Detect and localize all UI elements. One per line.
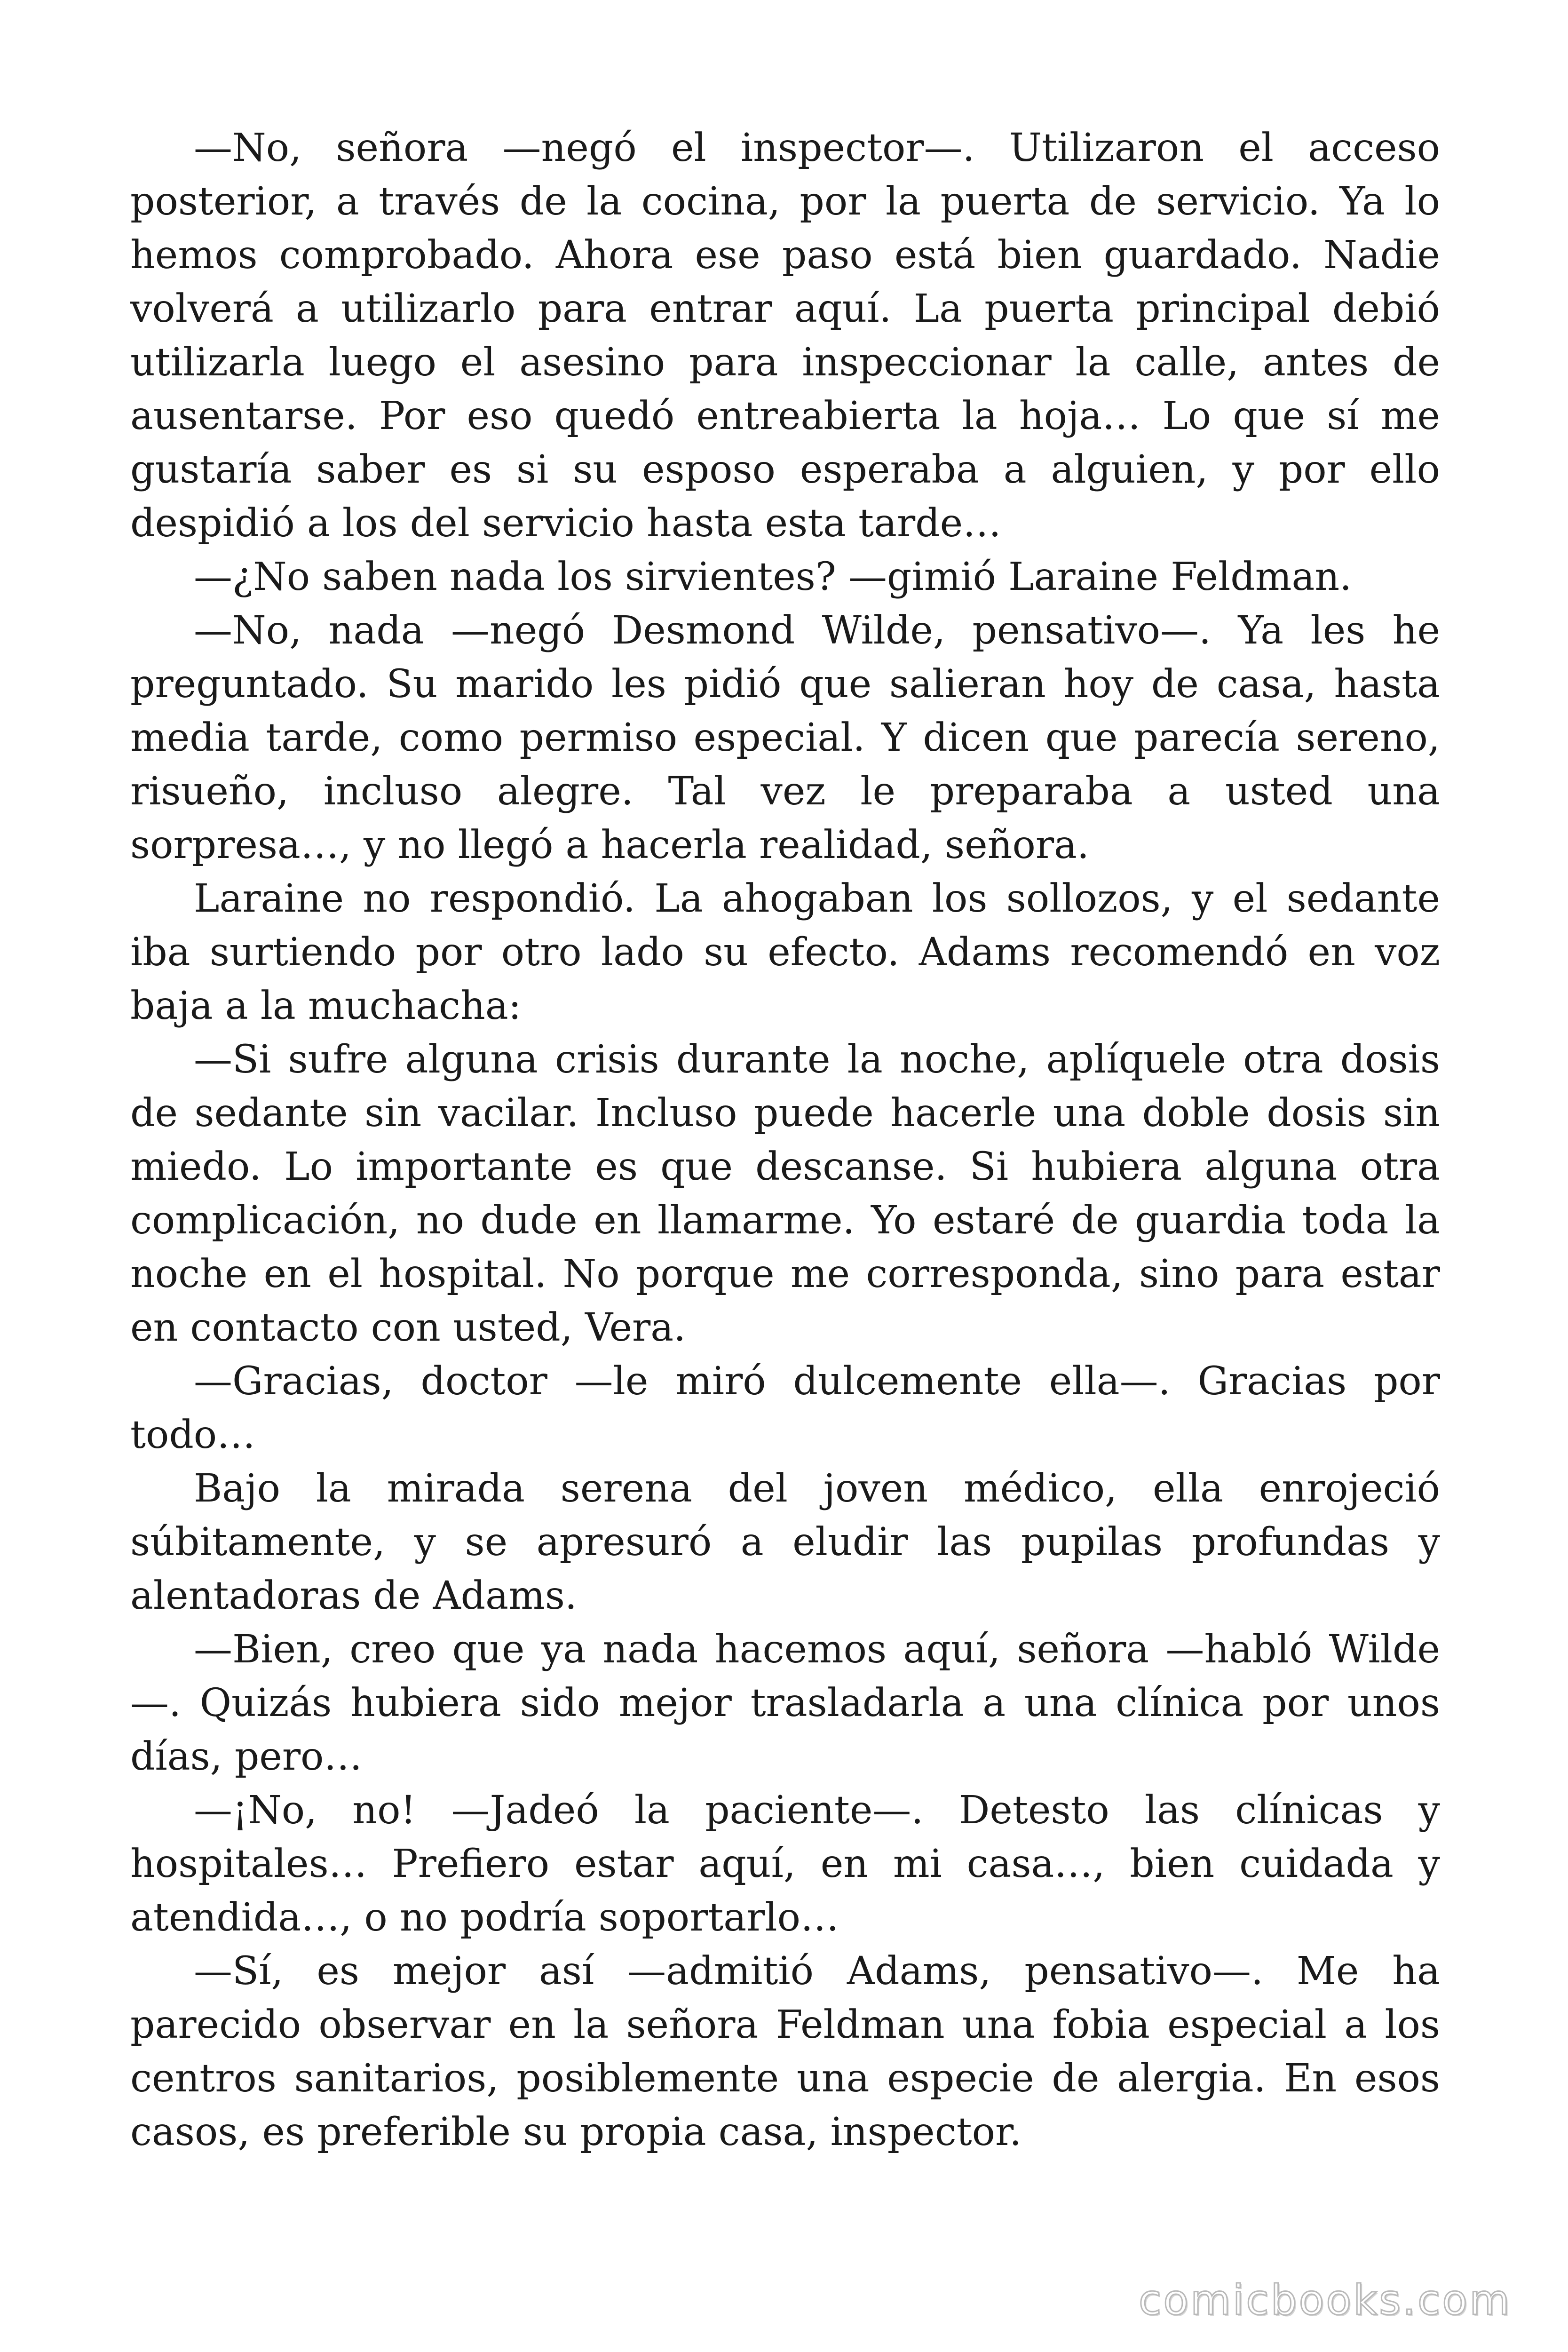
paragraph: —Si sufre alguna crisis durante la noche, aplíquele otra dosis de sedante sin vacilar. Incluso puede hacerle una doble dosis sin miedo. Lo importante es que descanse. Si hubiera alguna otra complicación, no dude en llamarme. Yo estaré de guardia toda la noche en el hospital. No porque me corresponda, sino para estar en contacto con usted, Vera. (130, 1037, 1440, 1350)
body-text (130, 121, 1440, 2159)
paragraph: —Sí, es mejor así —admitió Adams, pensativo—. Me ha parecido observar en la señora Feldman una fobia especial a los centros sanitarios, posiblemente una especie de alergia. En esos casos, es preferible su propia casa, inspector. (130, 1949, 1440, 2154)
paragraph: —No, señora —negó el inspector—. Utilizaron el acceso posterior, a través de la cocina, por la puerta de servicio. Ya lo hemos comprobado. Ahora ese paso está bien guardado. Nadie volverá a utilizarlo para entrar aquí. La puerta principal debió utilizarla luego el asesino para inspeccionar la calle, antes de ausentarse. Por eso quedó entreabierta la hoja… Lo que sí me gustaría saber es si su esposo esperaba a alguien, y por ello despidió a los del servicio hasta esta tarde… (130, 126, 1440, 546)
paragraph: Bajo la mirada serena del joven médico, ella enrojeció súbitamente, y se apresuró a eludir las pupilas profundas y alentadoras de Adams. (130, 1466, 1440, 1618)
paragraph: —¿No saben nada los sirvientes? —gimió Laraine Feldman. (194, 555, 1352, 599)
paragraph: —¡No, no! —Jadeó la paciente—. Detesto las clínicas y hospitales… Prefiero estar aquí, en mi casa…, bien cuidada y atendida…, o no podría soportarlo… (130, 1788, 1440, 1940)
paragraph: —Bien, creo que ya nada hacemos aquí, señora —habló Wilde—. Quizás hubiera sido mejor trasladarla a una clínica por unos días, pero… (130, 1627, 1440, 1779)
paragraph: —No, nada —negó Desmond Wilde, pensativo—. Ya les he preguntado. Su marido les pidió que salieran hoy de casa, hasta media tarde, como permiso especial. Y dicen que parecía sereno, risueño, incluso alegre. Tal vez le preparaba a usted una sorpresa…, y no llegó a hacerla realidad, señora. (130, 608, 1440, 867)
paragraph: —Gracias, doctor —le miró dulcemente ella—. Gracias por todo… (130, 1359, 1440, 1457)
watermark: comicbooks.com (1138, 2276, 1512, 2324)
paragraph: Laraine no respondió. La ahogaban los sollozos, y el sedante iba surtiendo por otro lado su efecto. Adams recomendó en voz baja a la muchacha: (130, 876, 1440, 1028)
